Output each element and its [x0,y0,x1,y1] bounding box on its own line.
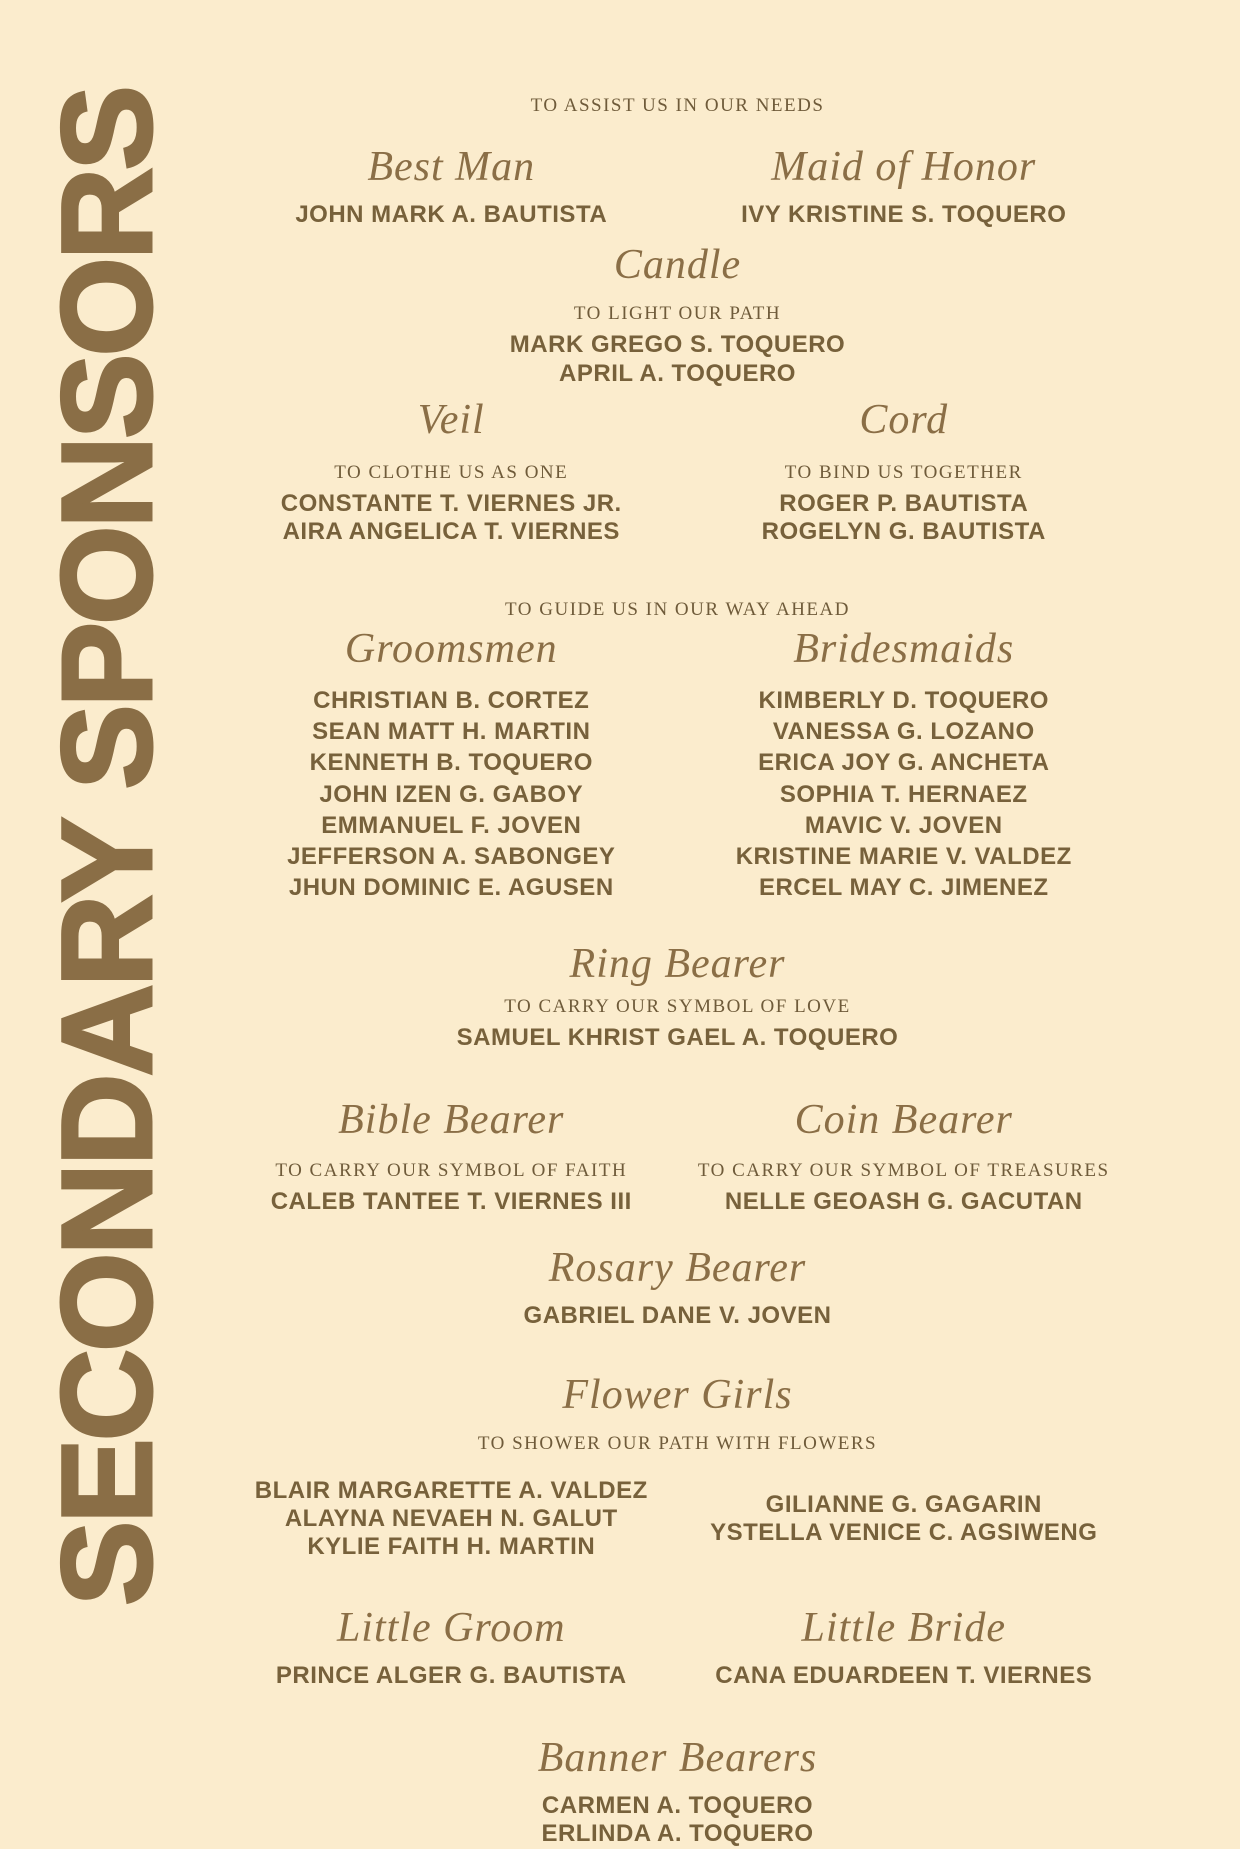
flower-girl-name: GILIANNE G. GAGARIN [765,1490,1042,1518]
coin-bearer-title: Coin Bearer [794,1097,1013,1144]
maid-of-honor-title: Maid of Honor [771,144,1037,190]
flower-girls-columns [225,1477,1130,1562]
candle-name: APRIL A. TOQUERO [559,359,796,387]
bridesmaid-name: ERICA JOY G. ANCHETA [758,749,1050,777]
cord-name: ROGER P. BAUTISTA [779,489,1029,517]
rosary-bearer-name: GABRIEL DANE V. JOVEN [523,1302,832,1330]
coin-bearer-name: NELLE GEOASH G. GACUTAN [724,1188,1083,1216]
best-man-name: JOHN MARK A. BAUTISTA [295,201,608,228]
groomsman-name: JEFFERSON A. SABONGEY [287,843,616,871]
bridesmaids-title: Bridesmaids [793,625,1015,672]
groomsman-name: JHUN DOMINIC E. AGUSEN [288,874,614,902]
section-little-groom [225,1604,678,1690]
section-best-man [225,143,678,229]
flower-girl-name: YSTELLA VENICE C. AGSIWENG [710,1519,1098,1547]
cord-name: ROGELYN G. BAUTISTA [761,518,1046,546]
groomsmen-title: Groomsmen [344,625,558,672]
section-bible-bearer [225,1096,678,1216]
ring-bearer-name: SAMUEL KHRIST GAEL A. TOQUERO [456,1023,899,1051]
little-bride-name: CANA EDUARDEEN T. VIERNES [715,1661,1093,1689]
bridesmaid-name: KIMBERLY D. TOQUERO [758,686,1049,714]
candle-title: Candle [613,242,742,289]
groomsman-name: JOHN IZEN G. GABOY [319,780,584,808]
banner-bearer-name: CARMEN A. TOQUERO [541,1791,814,1819]
banner-bearer-name: ERLINDA A. TOQUERO [541,1820,814,1848]
maid-of-honor-name: IVY KRISTINE S. TOQUERO [741,201,1067,228]
section-flower-girls [225,1371,1130,1562]
veil-title: Veil [417,396,485,443]
flower-girl-name: ALAYNA NEVAEH N. GALUT [284,1505,618,1532]
flower-girl-name: KYLIE FAITH H. MARTIN [307,1533,596,1561]
row-little-groom-bride [225,1604,1130,1690]
flower-girl-name: BLAIR MARGARETTE A. VALDEZ [254,1476,648,1504]
intro-note: TO ASSIST US IN OUR NEEDS [530,95,825,116]
ring-bearer-subtitle: TO CARRY OUR SYMBOL OF LOVE [504,995,851,1017]
section-maid-of-honor [678,143,1131,229]
flower-girls-left [225,1477,678,1562]
candle-subtitle: TO LIGHT OUR PATH [573,303,782,325]
candle-name: MARK GREGO S. TOQUERO [509,331,846,359]
bridesmaids-list [678,687,1131,903]
rosary-bearer-title: Rosary Bearer [548,1245,807,1292]
groomsman-name: EMMANUEL F. JOVEN [321,811,582,839]
program-content [225,0,1130,1849]
cord-title: Cord [859,396,949,443]
bible-bearer-name: CALEB TANTEE T. VIERNES III [270,1188,632,1216]
groomsman-name: CHRISTIAN B. CORTEZ [313,686,590,714]
row-groomsmen-bridesmaids [225,625,1130,906]
flower-girls-right [678,1491,1131,1548]
groomsman-name: SEAN MATT H. MARTIN [312,717,591,745]
best-man-title: Best Man [367,144,536,190]
section-cord [678,396,1131,547]
row-veil-cord [225,396,1130,547]
bridesmaid-name: SOPHIA T. HERNAEZ [779,780,1028,808]
ring-bearer-title: Ring Bearer [569,940,786,987]
guide-note: TO GUIDE US IN OUR WAY AHEAD [505,598,850,620]
little-bride-title: Little Bride [801,1604,1006,1651]
section-veil [225,396,678,547]
section-ring-bearer [225,940,1130,1052]
section-groomsmen [225,625,678,906]
section-coin-bearer [678,1096,1131,1216]
vertical-page-title: SECONDARY SPONSORS [36,88,179,1607]
little-groom-name: PRINCE ALGER G. BAUTISTA [275,1661,627,1689]
section-rosary-bearer [225,1244,1130,1330]
banner-bearers-title: Banner Bearers [537,1734,818,1781]
bridesmaid-name: VANESSA G. LOZANO [772,717,1035,745]
bible-bearer-title: Bible Bearer [338,1097,565,1144]
flower-girls-title: Flower Girls [562,1371,793,1418]
bible-bearer-subtitle: TO CARRY OUR SYMBOL OF FAITH [275,1160,628,1182]
flower-girls-subtitle: TO SHOWER OUR PATH WITH FLOWERS [477,1432,878,1454]
section-bridesmaids [678,625,1131,906]
coin-bearer-subtitle: TO CARRY OUR SYMBOL OF TREASURES [697,1160,1110,1182]
groomsmen-list [225,687,678,903]
row-best-man-maid-of-honor [225,143,1130,229]
groomsman-name: KENNETH B. TOQUERO [309,749,593,777]
bridesmaid-name: MAVIC V. JOVEN [804,811,1003,839]
veil-name: CONSTANTE T. VIERNES JR. [280,489,622,517]
veil-name: AIRA ANGELICA T. VIERNES [282,518,620,546]
row-bible-coin [225,1096,1130,1216]
section-candle [225,241,1130,388]
cord-subtitle: TO BIND US TOGETHER [784,461,1023,483]
bridesmaid-name: KRISTINE MARIE V. VALDEZ [735,843,1072,871]
bridesmaid-name: ERCEL MAY C. JIMENEZ [758,874,1049,902]
veil-subtitle: TO CLOTHE US AS ONE [334,461,569,483]
section-banner-bearers [225,1734,1130,1849]
section-little-bride [678,1604,1131,1690]
little-groom-title: Little Groom [336,1604,566,1651]
